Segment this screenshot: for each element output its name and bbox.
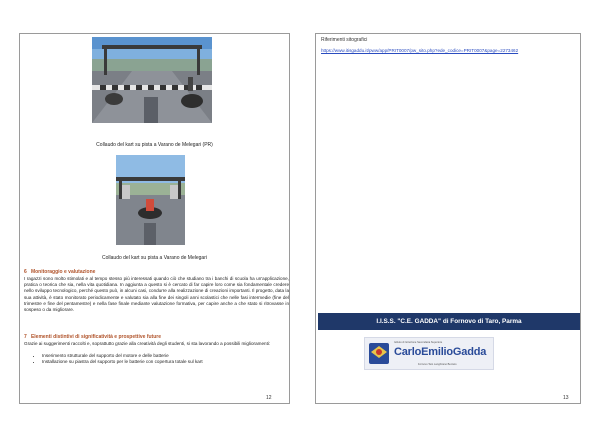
kart-track-photo-1 [92, 37, 212, 123]
school-name-banner: I.I.S.S. "C.E. GADDA" di Fornovo di Taro, Parma [318, 313, 580, 330]
kart-track-photo-2 [116, 155, 185, 245]
logo-sub-text: Fornovo Taro Langhirano Berceto [418, 363, 457, 366]
section-7-number: 7 [24, 334, 27, 340]
section-6-paragraph: I ragazzi sono molto stimolati e al tempo stesso più interessati quando ciò che studiano tra i banchi di scuola ha un'applicazione, pratica o teorica che sia, nella vita quotidiana. In aggiunta a questo si è cercato di far capire loro come sia fondamentale credere nello sviluppo tecnologico, perché questo può, in alcuni casi, condurre alla realizzazione di creazioni importanti. Il progetto, data la sua attività, è stato monitorato periodicamente e valutato sia alla fine dei singoli anni scolastici che nelle fasi intermedie (fine del trimestre e fine del pentamestre) e nella fase finale mediante valutazione formativa, per capire anche a che stato si ritrovasse in sospeso o da migliorare. [24, 276, 289, 313]
photo-caption-2: Collaudo del kart su pista a Varano de Melegari [102, 255, 207, 261]
section-6-number: 6 [24, 269, 27, 275]
page-number: 13 [563, 395, 569, 401]
document-page-left [19, 33, 290, 404]
section-7-heading [24, 334, 161, 340]
section-7-paragraph: Grazie ai suggerimenti raccolti e, soprattutto grazie alla creatività degli studenti, si sta lavorando a possibili miglioramenti: [24, 341, 271, 346]
improvements-list [34, 353, 282, 365]
school-emblem-icon [367, 340, 391, 367]
document-page-right [315, 33, 581, 404]
photo-caption-1: Collaudo del kart su pista a Varano de Melegari (PR) [96, 142, 213, 148]
references-link[interactable]: https://www.itisgaddu.it/pww/app/PRIT0007/pw_sito.php?ede_codice=PRIT0007&page=2273462 [321, 48, 519, 53]
section-7-title: Elementi distintivi di significatività e prospettive future [30, 334, 161, 340]
page-number: 12 [266, 395, 272, 401]
list-item: • Installazione su piastra del supporto per le batterie con copertura totale sul kart [42, 359, 282, 365]
section-6-heading [24, 269, 95, 275]
school-logo [364, 337, 494, 370]
logo-name: CarloEmilioGadda [394, 346, 487, 358]
list-item: • Inserimento strutturale del supporto del motore e delle batterie [42, 353, 282, 359]
references-title: Riferimenti sitografici [321, 37, 368, 43]
section-6-title: Monitoraggio e valutazione [30, 269, 96, 275]
logo-top-text: Istituto di Istruzione Secondaria Superiore [394, 341, 443, 344]
